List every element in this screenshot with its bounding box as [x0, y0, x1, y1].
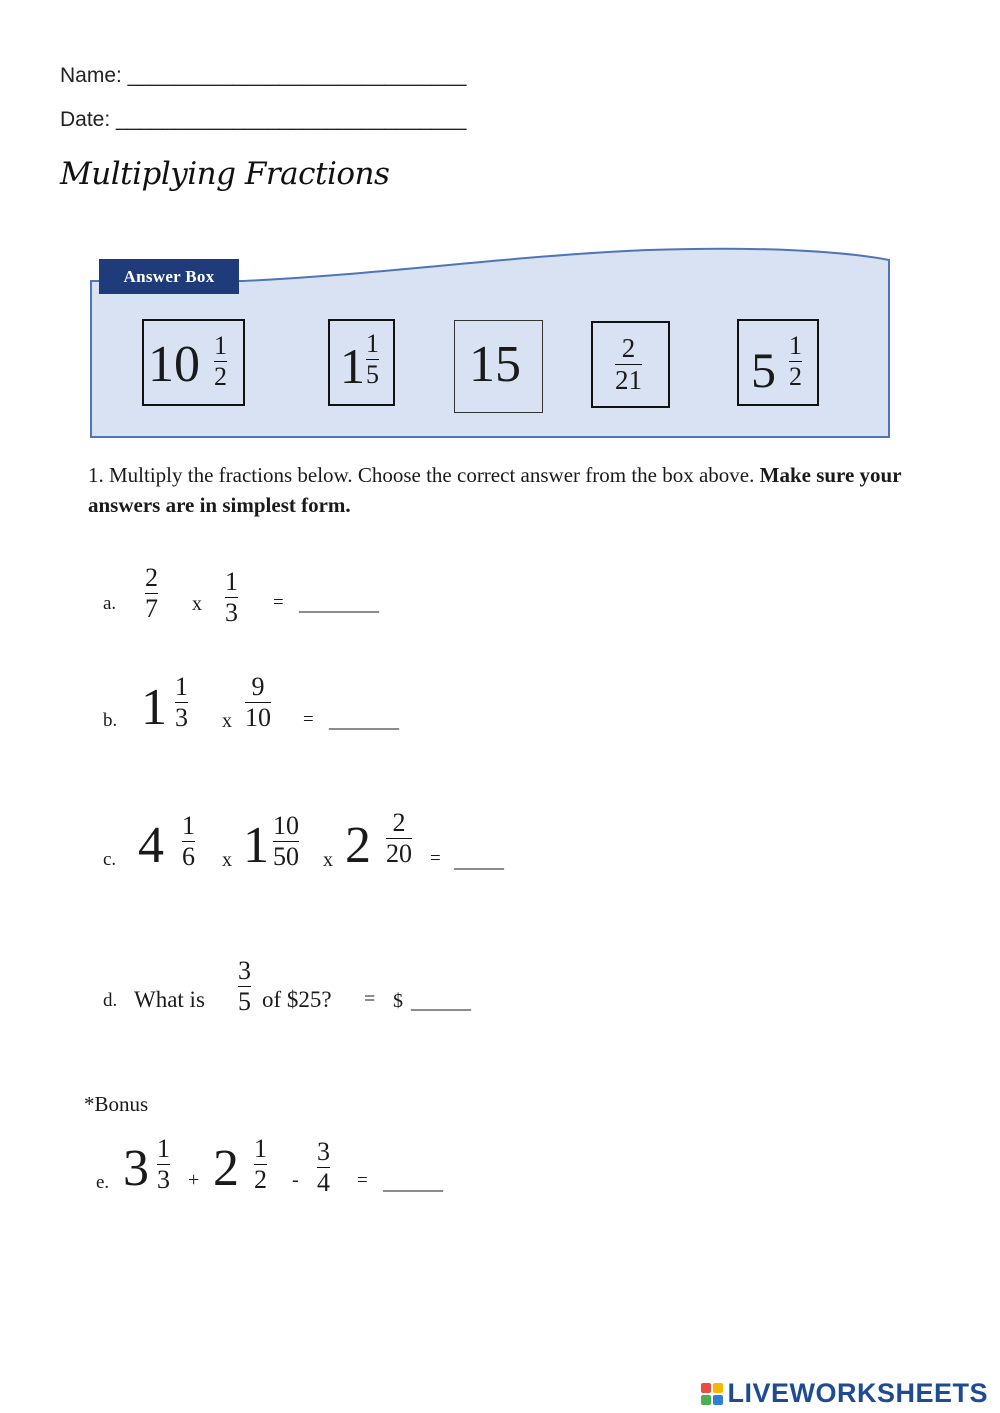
instructions — [88, 460, 918, 520]
problem-c-whole-3: 2 — [345, 817, 371, 874]
numerator: 9 — [251, 672, 265, 701]
denominator: 6 — [182, 842, 195, 871]
answer-1-fraction — [214, 333, 227, 390]
problem-b-label: b. — [103, 710, 118, 731]
problem-e-equals: = — [357, 1170, 368, 1191]
problem-c-whole-2: 1 — [243, 817, 269, 874]
answer-5-num: 1 — [789, 331, 802, 360]
denominator: 3 — [157, 1165, 170, 1194]
problem-d-fraction — [238, 958, 251, 1015]
denominator: 50 — [273, 842, 299, 871]
problem-b-answer-blank[interactable]: _______ — [329, 710, 399, 732]
numerator: 1 — [175, 672, 188, 701]
answer-option-2 — [328, 319, 395, 406]
numerator: 1 — [182, 811, 195, 840]
answer-5-whole: 5 — [751, 342, 776, 398]
numerator: 10 — [273, 811, 299, 840]
answer-5-fraction — [789, 333, 802, 390]
answer-box-tab: Answer Box — [99, 259, 239, 294]
answer-option-5 — [737, 319, 819, 406]
problem-d-prefix: What is — [134, 987, 205, 1012]
bonus-label: *Bonus — [84, 1092, 149, 1116]
numerator: 1 — [225, 567, 238, 596]
answer-3-whole: 15 — [469, 336, 521, 393]
numerator: 2 — [392, 808, 406, 837]
denominator: 5 — [238, 987, 251, 1016]
problem-d-equals: = — [364, 988, 376, 1010]
denominator: 3 — [175, 703, 188, 732]
problem-e-whole-2: 2 — [213, 1140, 239, 1197]
problem-b-fraction-1 — [175, 674, 188, 731]
answer-option-3 — [454, 320, 543, 413]
answer-1-whole: 10 — [148, 336, 200, 393]
problem-c-fraction-2 — [273, 813, 299, 870]
numerator: 2 — [145, 563, 158, 592]
problem-d-suffix: of $25? — [262, 987, 332, 1012]
answer-4-num: 2 — [621, 333, 636, 363]
denominator: 4 — [317, 1168, 330, 1197]
problem-c-operator-1: x — [222, 849, 232, 871]
numerator: 3 — [317, 1137, 330, 1166]
answer-2-fraction — [366, 331, 379, 388]
answer-4-fraction — [615, 335, 642, 394]
name-field-label: Name: _____________________________ — [60, 64, 467, 87]
liveworksheets-brand-text: LIVEWORKSHEETS — [727, 1378, 988, 1408]
answer-1-den: 2 — [214, 362, 227, 391]
numerator: 1 — [254, 1134, 267, 1163]
problem-e-whole-1: 3 — [123, 1140, 149, 1197]
answer-2-den: 5 — [366, 360, 379, 389]
instructions-bold: Make sure your answers are in simplest form. — [88, 463, 902, 517]
problem-a-operator: x — [192, 593, 202, 615]
problem-a-fraction-1 — [145, 565, 158, 622]
numerator: 1 — [157, 1134, 170, 1163]
problem-c-equals: = — [430, 848, 441, 869]
problem-a-answer-blank[interactable]: ________ — [299, 593, 379, 615]
answer-5-den: 2 — [789, 362, 802, 391]
problem-e-fraction-1 — [157, 1136, 170, 1193]
problem-a-label: a. — [103, 593, 117, 614]
denominator: 20 — [386, 839, 412, 868]
answer-4-den: 21 — [615, 365, 642, 395]
denominator: 3 — [225, 598, 238, 627]
problem-d-answer-blank[interactable]: ______ — [411, 991, 471, 1013]
denominator: 10 — [245, 703, 271, 732]
problem-d-label: d. — [103, 990, 118, 1011]
problem-e-operator-1: + — [188, 1169, 200, 1191]
date-field-label: Date: ______________________________ — [60, 108, 467, 131]
problem-a-fraction-2 — [225, 569, 238, 626]
answer-option-1 — [142, 319, 245, 406]
answer-option-4 — [591, 321, 670, 408]
problem-e-fraction-3 — [317, 1139, 330, 1196]
problem-e-fraction-2 — [254, 1136, 267, 1193]
denominator: 7 — [145, 594, 158, 623]
problem-c-operator-2: x — [323, 849, 333, 871]
problem-b-fraction-2 — [245, 674, 271, 731]
problem-c-answer-blank[interactable]: _____ — [454, 850, 504, 872]
denominator: 2 — [254, 1165, 267, 1194]
problem-e-operator-2: - — [292, 1169, 299, 1191]
problem-e-answer-blank[interactable]: ______ — [383, 1172, 443, 1194]
problem-c-label: c. — [103, 849, 117, 870]
problem-d-dollar: $ — [393, 990, 403, 1012]
problem-e-label: e. — [96, 1172, 110, 1193]
problem-b-equals: = — [303, 709, 314, 730]
numerator: 3 — [238, 956, 251, 985]
liveworksheets-logo[interactable] — [701, 1378, 988, 1409]
problem-a-equals: = — [273, 592, 284, 613]
answer-1-num: 1 — [214, 331, 227, 360]
problem-c-whole-1: 4 — [138, 817, 164, 874]
answer-2-whole: 1 — [340, 338, 365, 394]
answer-2-num: 1 — [366, 329, 379, 358]
problem-c-fraction-1 — [182, 813, 195, 870]
page-title: Multiplying Fractions — [60, 156, 390, 192]
problem-b-operator: x — [222, 710, 232, 732]
problem-b-whole-1: 1 — [141, 679, 167, 736]
problem-c-fraction-3 — [386, 810, 412, 867]
instructions-text: 1. Multiply the fractions below. Choose the correct answer from the box above. — [88, 463, 760, 487]
liveworksheets-mark-icon — [701, 1383, 723, 1405]
